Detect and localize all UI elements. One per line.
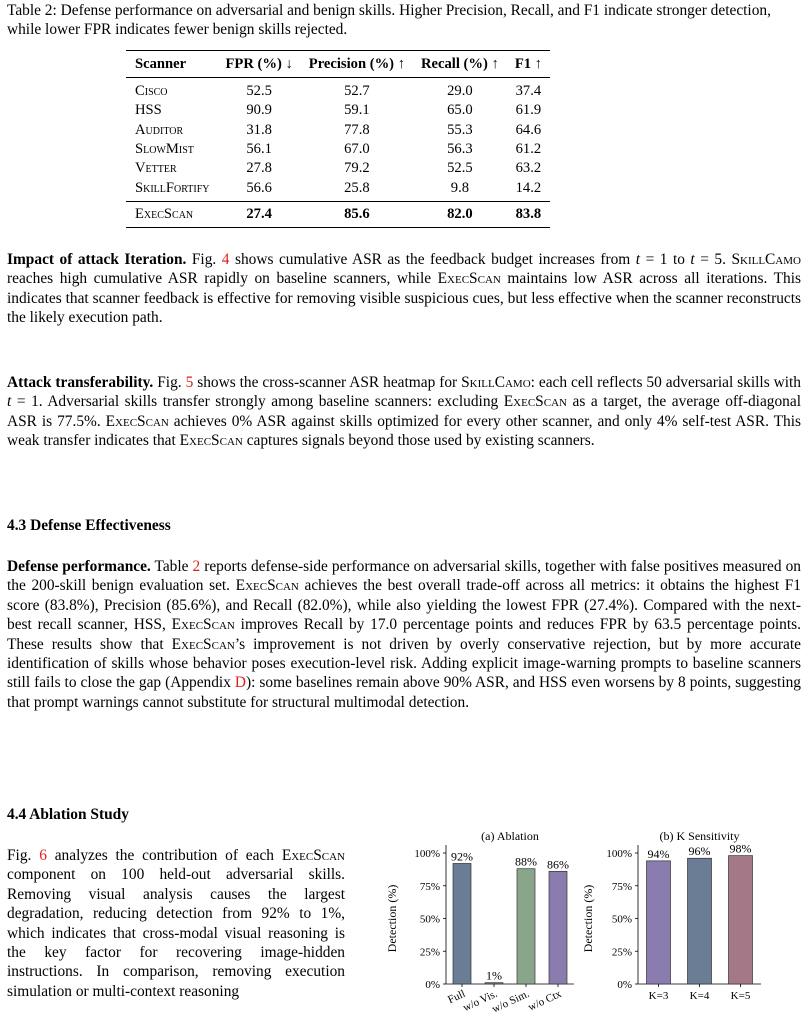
precision-cell: 52.7 — [344, 83, 370, 100]
paragraph-heading: Defense performance. — [7, 558, 151, 575]
recall-cell: 29.0 — [447, 83, 473, 100]
scanner-name: SlowMist — [135, 141, 194, 158]
recall-cell: 52.5 — [447, 160, 473, 177]
y-tick-label: 0% — [425, 979, 440, 991]
y-tick-label: 50% — [611, 913, 632, 926]
paragraph-defense-performance — [7, 557, 801, 712]
f1-cell: 14.2 — [515, 179, 542, 196]
table-row — [126, 178, 550, 201]
x-tick-label: w/o Sim. — [490, 987, 532, 1016]
scanner-name: ExecScan — [126, 201, 218, 227]
data-label: 1% — [486, 968, 502, 983]
caption-label: Table 2: — [7, 2, 57, 19]
f1-cell: 63.2 — [515, 160, 542, 177]
col-precision: Precision (%) ↑ — [301, 51, 413, 78]
paragraph-transferability — [7, 373, 801, 451]
bar — [688, 858, 712, 984]
y-axis-label: Detection (%) — [385, 884, 399, 953]
fpr-cell: 56.1 — [246, 141, 272, 158]
paragraph-text: Table — [150, 558, 193, 575]
chart-title: (b) K Sensitivity — [659, 829, 740, 843]
section-heading-4-3: 4.3 Defense Effectiveness — [7, 517, 171, 534]
fpr-cell: 31.8 — [246, 121, 272, 138]
paragraph-text: ): some baselines remain above 90% ASR, and HSS even worsens by 8 points, suggesting that prompt warnings cannot substitute for structural multimodal detection. — [7, 674, 801, 711]
bar — [485, 983, 503, 984]
data-label: 98% — [729, 841, 752, 856]
bar — [647, 861, 671, 984]
paragraph-text: Fig. — [153, 374, 186, 391]
bar — [729, 856, 753, 984]
table-row — [126, 140, 550, 159]
data-label: 96% — [688, 844, 711, 859]
paragraph-text: shows cumulative ASR as the feedback budget increases from t = 1 to t = 5. SkillCamo reaches high cumulative ASR rapidly on baseline scanners, while ExecScan maintains low ASR across all iterations. This indicates that scanner feedback is effective for removing visible suspicious cues, but less effective when the scanner reconstructs the likely execution path. — [7, 251, 801, 327]
paragraph-text: Fig. — [7, 847, 40, 864]
f1-cell: 37.4 — [515, 83, 542, 100]
recall-cell: 82.0 — [413, 201, 507, 227]
fpr-cell: 90.9 — [246, 102, 272, 119]
figure-link[interactable]: 6 — [39, 847, 47, 864]
recall-cell: 9.8 — [450, 179, 470, 196]
section-heading-4-4: 4.4 Ablation Study — [7, 806, 129, 823]
y-tick-label: 25% — [419, 946, 440, 959]
scanner-name: Cisco — [135, 83, 168, 100]
chart-title: (a) Ablation — [481, 829, 539, 843]
x-tick-label: K=3 — [648, 990, 669, 1002]
paragraph-attack-iteration — [7, 250, 801, 328]
fpr-cell: 27.4 — [218, 201, 301, 227]
data-label: 86% — [547, 857, 569, 872]
precision-cell: 79.2 — [344, 160, 370, 177]
y-tick-label: 50% — [419, 913, 440, 926]
caption-text: Defense performance on adversarial and benign skills. Higher Precision, Recall, and F1 indicate stronger detection, while lower FPR indicates fewer benign skills rejected. — [7, 2, 771, 38]
precision-cell: 25.8 — [344, 179, 370, 196]
paragraph-ablation — [7, 846, 345, 1001]
scanner-name: SkillFortify — [135, 179, 210, 196]
x-tick-label: K=4 — [689, 990, 710, 1002]
table-row — [126, 101, 550, 120]
table-row — [126, 121, 550, 140]
precision-cell: 77.8 — [344, 121, 370, 138]
figure-link[interactable]: 5 — [185, 374, 194, 391]
table-header-row — [126, 51, 550, 78]
appendix-link[interactable]: D — [234, 674, 247, 692]
recall-cell: 55.3 — [447, 121, 473, 138]
scanner-name: Vetter — [135, 160, 177, 177]
col-scanner: Scanner — [126, 51, 218, 78]
table-row — [126, 78, 550, 102]
data-label: 88% — [515, 854, 537, 869]
recall-cell: 65.0 — [447, 102, 473, 119]
paragraph-text: analyzes the contribution of each ExecScan component on 100 held-out adversarial skills. Removing visual analysis causes the largest degradation, reducing detection from 92% to 1%, which indicates that cross-modal visual reasoning is the key factor for recovering image-hidden instructions. In comparison, removing execution simulation or multi-context reasoning — [7, 847, 345, 1000]
y-tick-label: 100% — [606, 848, 632, 860]
bar — [517, 869, 535, 984]
y-tick-label: 75% — [611, 880, 632, 893]
paragraph-heading: Attack transferability. — [7, 374, 154, 391]
chart-ablation — [385, 829, 574, 1016]
x-tick-label: Full — [446, 987, 468, 1007]
y-tick-label: 25% — [611, 946, 632, 959]
y-tick-label: 75% — [419, 880, 440, 893]
paragraph-text: reports defense-side performance on adversarial skills, together with false positives measured on the 200-skill benign evaluation set. ExecScan achieves the best overall trade-off across all metrics: it obtains the highest F1 score (83.8%), Precision (85.6%), and Recall (82.0%), while also yielding the lowest FPR (27.4%). Compared with the next-best recall scanner, HSS, ExecScan improves Recall by 17.0 percentage points and reduces FPR by 63.5 percentage points. These results show that ExecScan’s improvement is not driven by overly conservative rejection, but by more accurate identification of skills whose behavior poses execution-level risk. Adding explicit image-warning prompts to baseline scanners still fails to close the gap (Appendix — [7, 558, 801, 692]
x-tick-label: w/o Ctx — [526, 987, 564, 1014]
data-label: 94% — [647, 846, 670, 861]
col-recall: Recall (%) ↑ — [413, 51, 507, 78]
paragraph-text: shows the cross-scanner ASR heatmap for SkillCamo: each cell reflects 50 adversarial skills with t = 1. Adversarial skills transfer strongly among baseline scanners: excluding ExecScan as a target, the average off-diagonal ASR is 77.5%. ExecScan achieves 0% ASR against skills optimized for every other scanner, and only 4% self-test ASR. This weak transfer indicates that ExecScan captures signals beyond those used by existing scanners. — [7, 374, 802, 450]
y-axis-label: Detection (%) — [581, 884, 595, 953]
f1-cell: 83.8 — [507, 201, 550, 227]
precision-cell: 85.6 — [301, 201, 413, 227]
results-table — [126, 50, 550, 228]
x-tick-label: K=5 — [730, 990, 751, 1002]
f1-cell: 64.6 — [515, 121, 542, 138]
recall-cell: 56.3 — [447, 141, 473, 158]
scanner-name: Auditor — [135, 121, 184, 138]
scanner-name: HSS — [135, 102, 162, 119]
y-tick-label: 100% — [414, 848, 440, 860]
fpr-cell: 27.8 — [246, 160, 272, 177]
f1-cell: 61.9 — [515, 102, 542, 119]
table-row-ours — [126, 201, 550, 227]
fpr-cell: 56.6 — [246, 179, 272, 196]
y-tick-label: 0% — [617, 979, 632, 991]
x-tick-label: w/o Vis. — [461, 987, 500, 1015]
table-link[interactable]: 2 — [192, 558, 201, 575]
table-caption — [7, 2, 801, 39]
precision-cell: 59.1 — [344, 102, 370, 119]
col-fpr: FPR (%) ↓ — [218, 51, 301, 78]
table-row — [126, 159, 550, 178]
col-f1: F1 ↑ — [507, 51, 550, 78]
bar — [549, 871, 567, 984]
f1-cell: 61.2 — [515, 141, 542, 158]
paragraph-text: Fig. — [186, 251, 222, 268]
paragraph-heading: Impact of attack Iteration. — [7, 251, 187, 268]
figure-link[interactable]: 4 — [221, 251, 230, 268]
data-label: 92% — [451, 849, 473, 864]
ablation-figure — [378, 822, 788, 1033]
precision-cell: 67.0 — [344, 141, 370, 158]
fpr-cell: 52.5 — [246, 83, 272, 100]
bar — [453, 863, 471, 984]
chart-k-sensitivity — [581, 829, 761, 1002]
